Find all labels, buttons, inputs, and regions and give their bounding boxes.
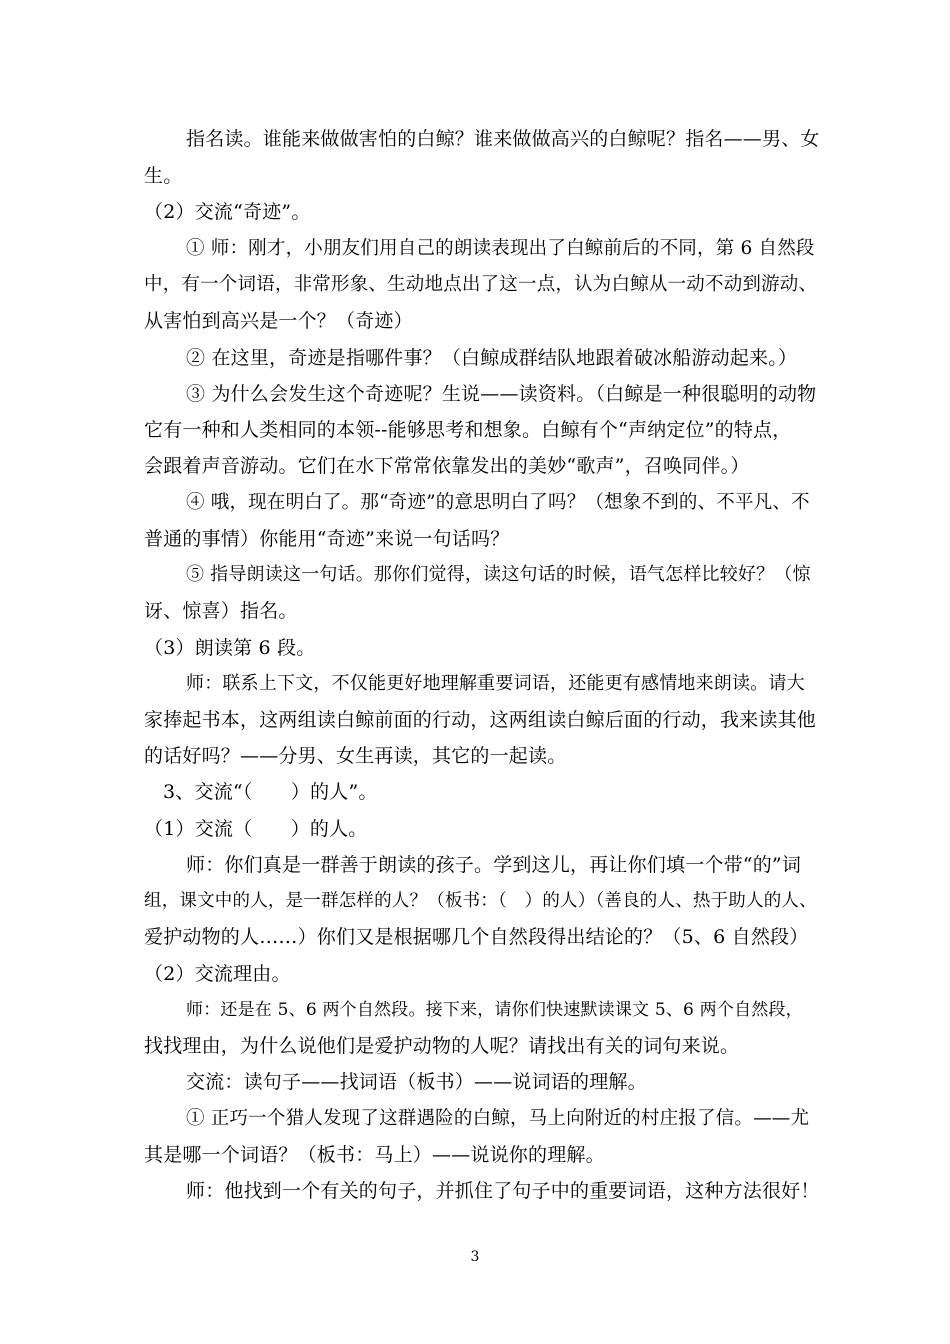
text-line: 从害怕到高兴是一个？（奇迹） [144, 310, 413, 332]
subheading: （1）交流（ ）的人。 [144, 818, 368, 840]
text-line: 师：他找到一个有关的句子，并抓住了句子中的重要词语，这种方法很好！ [186, 1180, 820, 1202]
text-line: 指名读。谁能来做做害怕的白鲸？谁来做做高兴的白鲸呢？指名——男、女 [186, 128, 820, 150]
text-line: 交流：读句子——找词语（板书）——说词语的理解。 [186, 1071, 647, 1093]
subheading: （3）朗读第 6 段。 [144, 637, 316, 659]
text-line: ① 正巧一个猎人发现了这群遇险的白鲸，马上向附近的村庄报了信。——尤 [186, 1108, 810, 1129]
text-line: 师：联系上下文，不仅能更好地理解重要词语，还能更有感情地来朗读。请大 [186, 673, 805, 694]
text-line: 爱护动物的人……）你们又是根据哪几个自然段得出结论的？（5、6 自然段） [144, 926, 809, 948]
text-line: 的话好吗？——分男、女生再读，其它的一起读。 [144, 745, 567, 767]
text-line: 组，课文中的人，是一群怎样的人？（板书：（ ）的人）（善良的人、热于助人的人、 [144, 891, 817, 911]
text-line: 讶、惊喜）指名。 [144, 600, 298, 622]
page-number: 3 [470, 1249, 480, 1265]
text-line: 它有一种和人类相同的本领--能够思考和想象。白鲸有个“声纳定位”的特点， [144, 419, 792, 441]
text-line: ④ 哦，现在明白了。那“奇迹”的意思明白了吗？（想象不到的、不平凡、不 [186, 492, 810, 513]
text-line: 家捧起书本，这两组读白鲸前面的行动，这两组读白鲸后面的行动，我来读其他 [144, 709, 817, 731]
subheading: （2）交流理由。 [144, 963, 291, 985]
text-line: 会跟着声音游动。它们在水下常常依靠发出的美妙“歌声”，召唤同伴。） [144, 455, 750, 477]
text-line: 生。 [144, 165, 183, 187]
text-line: 找找理由，为什么说他们是爱护动物的人呢？请找出有关的词句来说。 [144, 1035, 740, 1057]
text-line: ② 在这里，奇迹是指哪件事？（白鲸成群结队地跟着破冰船游动起来。） [186, 347, 798, 369]
subheading: （2）交流“奇迹”。 [144, 201, 311, 223]
text-line: ③ 为什么会发生这个奇迹呢？生说——读资料。（白鲸是一种很聪明的动物 [186, 383, 817, 405]
text-line: 师：你们真是一群善于朗读的孩子。学到这儿，再让你们填一个带“的”词 [186, 854, 802, 876]
text-line: 中，有一个词语，非常形象、生动地点出了这一点，认为白鲸从一动不动到游动、 [144, 274, 818, 295]
section-heading: 3、交流“（ ）的人”。 [163, 781, 378, 803]
text-line: 普通的事情）你能用“奇迹”来说一句话吗？ [144, 528, 510, 550]
text-line: 其是哪一个词语？（板书：马上）——说说你的理解。 [144, 1144, 605, 1166]
text-line: 师：还是在 5、6 两个自然段。接下来，请你们快速默读课文 5、6 两个自然段， [186, 1000, 803, 1020]
text-line: ⑤ 指导朗读这一句话。那你们觉得，读这句话的时候，语气怎样比较好？（惊 [186, 564, 811, 585]
text-line: ① 师：刚才，小朋友们用自己的朗读表现出了白鲸前后的不同，第 6 自然段 [186, 238, 815, 259]
